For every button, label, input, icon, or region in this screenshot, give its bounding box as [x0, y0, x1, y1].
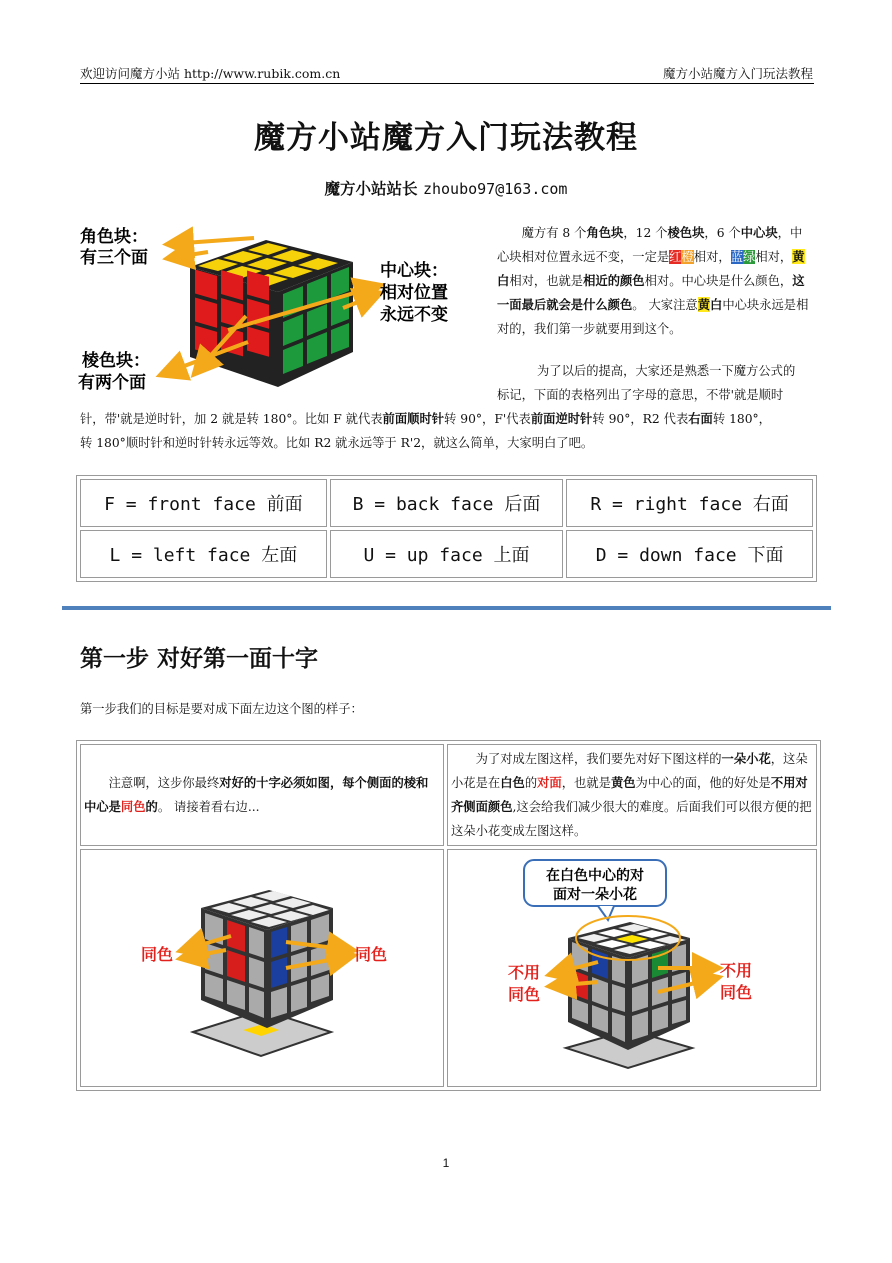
table-row: [80, 849, 817, 1087]
notation-intro-line3: 针，带'就是逆时针，加 2 就是转 180°。比如 F 就代表前面顺时针转 90°，F'代表前面逆时针转 90°，R2 代表右面转 180°，: [80, 411, 771, 426]
bubble-line-1: 在白色中心的对: [546, 868, 644, 884]
page-number: 1: [442, 1156, 450, 1170]
cube-parts-figure: [78, 222, 458, 397]
step1-left-text-cell: 注意啊，这步你最终对好的十字必须如图，每个侧面的棱和中心是同色的。 请接着看右边...: [80, 744, 444, 846]
step1-heading: 第一步 对好第一面十字: [80, 645, 319, 672]
corner-label-1: 角色块：: [80, 227, 148, 247]
header-left: 欢迎访问魔方小站 http://www.rubik.com.cn: [80, 66, 341, 81]
notation-cell: U = up face 上面: [330, 530, 563, 578]
same-color-label-right: 同色: [355, 945, 388, 964]
daisy-cube-figure: [448, 850, 816, 1078]
notation-cell: D = down face 下面: [566, 530, 813, 578]
edge-label-2: 有两个面: [78, 373, 146, 393]
not-same-label-right-2: 同色: [720, 983, 753, 1002]
author-email: zhoubo97@163.com: [422, 180, 568, 198]
step1-right-image-cell: [447, 849, 817, 1087]
bubble-line-2: 面对一朵小花: [553, 887, 637, 903]
step1-table: [76, 740, 821, 1091]
notation-cell: B = back face 后面: [330, 479, 563, 527]
notation-intro-line1: 为了以后的提高，大家还是熟悉一下魔方公式的: [537, 364, 796, 378]
notation-intro-line4: 转 180°顺时针和逆时针转永远等效。比如 R2 就永远等于 R'2，就这么简单，大家明白了吧。: [80, 436, 594, 450]
not-same-label-right-1: 不用: [720, 961, 753, 980]
notation-cell: R = right face 右面: [566, 479, 813, 527]
not-same-label-left-2: 同色: [508, 985, 541, 1004]
edge-label-1: 棱色块：: [82, 351, 150, 371]
step1-right-text-cell: 为了对成左图这样，我们要先对好下图这样的一朵小花，这朵小花是在白色的对面，也就是黄色为中心的面，他的好处是不用对齐侧面颜色,这会给我们减少很大的难度。后面我们可以很方便的把这朵小花变成左图这样。: [447, 744, 817, 846]
center-label-1: 中心块：: [380, 261, 448, 281]
header-right: 魔方小站魔方入门玩法教程: [662, 66, 813, 81]
step1-goal: 第一步我们的目标是要对成下面左边这个图的样子：: [80, 702, 363, 716]
center-label-2: 相对位置: [380, 283, 448, 303]
notation-cell: L = left face 左面: [80, 530, 327, 578]
table-row: [80, 479, 813, 527]
header-rule: [80, 83, 814, 84]
step1-left-image-cell: [80, 849, 444, 1087]
page-title: 魔方小站魔方入门玩法教程: [254, 120, 638, 156]
author-name: 魔方小站站长: [324, 179, 423, 198]
notation-table: [76, 475, 817, 582]
cross-cube-figure: [81, 850, 443, 1078]
section-divider: [62, 606, 831, 610]
author-line: [0, 177, 892, 199]
table-row: [80, 744, 817, 846]
notation-cell: F = front face 前面: [80, 479, 327, 527]
intro-paragraph: 魔方有 8 个角色块，12 个棱色块，6 个中心块，中心块相对位置永远不变，一定是红橙相对，蓝绿相对，黄白相对，也就是相近的颜色相对。中心块是什么颜色，这一面最后就会是什么颜色。 大家注意黄白中心块永远是相对的，我们第一步就要用到这个。: [497, 225, 809, 336]
center-label-3: 永远不变: [380, 305, 448, 325]
not-same-label-left-1: 不用: [508, 963, 541, 982]
table-row: [80, 530, 813, 578]
corner-label-2: 有三个面: [80, 248, 148, 268]
notation-intro-line2: 标记，下面的表格列出了字母的意思，不带'就是顺时: [497, 388, 784, 402]
same-color-label-left: 同色: [141, 945, 174, 964]
cube-illustration: [190, 240, 353, 387]
